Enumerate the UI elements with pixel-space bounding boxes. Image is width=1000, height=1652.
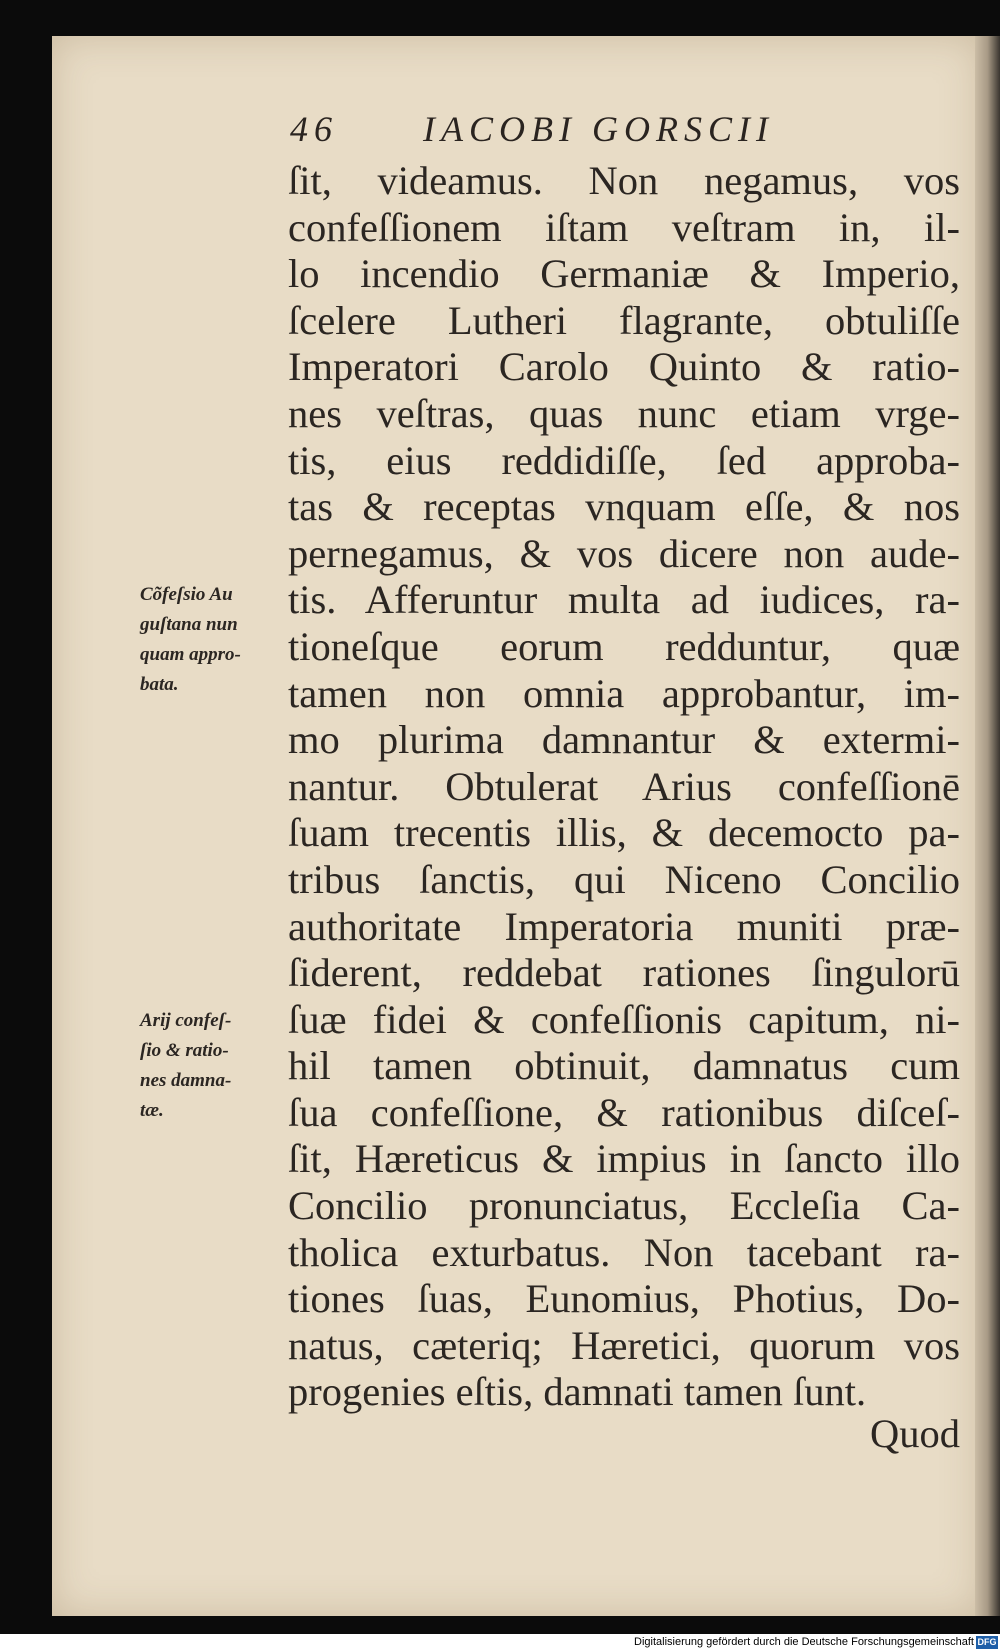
text-line: Concilio pronunciatus, Eccleſia Ca- <box>288 1183 960 1229</box>
text-line: tis. Afferuntur multa ad iudices, ra- <box>288 577 960 623</box>
text-line: tribus ſanctis, qui Niceno Concilio <box>288 856 960 902</box>
catchword: Quod <box>870 1411 960 1456</box>
text-line: tholica exturbatus. Non tacebant ra- <box>288 1229 960 1275</box>
dfg-logo-icon: DFG <box>977 1637 997 1647</box>
text-line: Imperatori Carolo Quinto & ratio- <box>288 344 960 390</box>
text-line: authoritate Imperatoria muniti præ- <box>288 903 960 949</box>
main-text-block <box>288 158 960 1416</box>
marginal-note-line: Cõfeſsio Au <box>140 584 233 605</box>
text-line: tamen non omnia approbantur, im- <box>288 670 960 716</box>
marginal-note-line: bata. <box>140 674 179 695</box>
page-edge <box>975 36 1000 1616</box>
text-line: ſit, Hæreticus & impius in ſancto illo <box>288 1136 960 1182</box>
page-number: 46 <box>290 109 338 149</box>
marginal-note-line: nes damna- <box>140 1070 232 1091</box>
funding-credit: Digitalisierung gefördert durch die Deutsche Forschungsgemeinschaft <box>634 1636 974 1648</box>
marginal-note-line: guſtana nun <box>140 614 238 635</box>
marginal-note <box>140 1006 288 1126</box>
marginal-note-line: Arij confeſ- <box>140 1010 232 1031</box>
text-line: mo plurima damnantur & extermi- <box>288 717 960 763</box>
running-head <box>290 108 990 158</box>
text-line: tioneſque eorum redduntur, quæ <box>288 623 960 669</box>
text-line: ſiderent, reddebat rationes ſingulorū <box>288 950 960 996</box>
text-line: ſua confeſſione, & rationibus diſceſ- <box>288 1089 960 1135</box>
marginal-note-line: ſio & ratio- <box>140 1040 229 1061</box>
running-title: IACOBI GORSCII <box>423 109 774 149</box>
text-line: ſcelere Lutheri flagrante, obtuliſſe <box>288 297 960 343</box>
text-line: tis, eius reddidiſſe, ſed approba- <box>288 437 960 483</box>
text-line: ſuæ fidei & confeſſionis capitum, ni- <box>288 996 960 1042</box>
text-line: tas & receptas vnquam eſſe, & nos <box>288 484 960 530</box>
text-line: progenies eſtis, damnati tamen ſunt. <box>288 1369 867 1415</box>
text-line: pernegamus, & vos dicere non aude- <box>288 530 960 576</box>
text-line: confeſſionem iſtam veſtram in, il- <box>288 204 960 250</box>
text-line: lo incendio Germaniæ & Imperio, <box>288 251 960 297</box>
marginal-note-line: quam appro- <box>140 644 241 665</box>
text-line: ſuam trecentis illis, & decemocto pa- <box>288 810 960 856</box>
text-line: nantur. Obtulerat Arius confeſſionē <box>288 763 960 809</box>
text-line: natus, cæteriq; Hæretici, quorum vos <box>288 1322 960 1368</box>
text-line: ſit, videamus. Non negamus, vos <box>288 158 960 203</box>
marginal-note <box>140 580 288 700</box>
text-line: tiones ſuas, Eunomius, Photius, Do- <box>288 1276 960 1322</box>
text-line: hil tamen obtinuit, damnatus cum <box>288 1043 960 1089</box>
marginal-note-line: tæ. <box>140 1100 164 1121</box>
text-line: nes veſtras, quas nunc etiam vrge- <box>288 390 960 436</box>
